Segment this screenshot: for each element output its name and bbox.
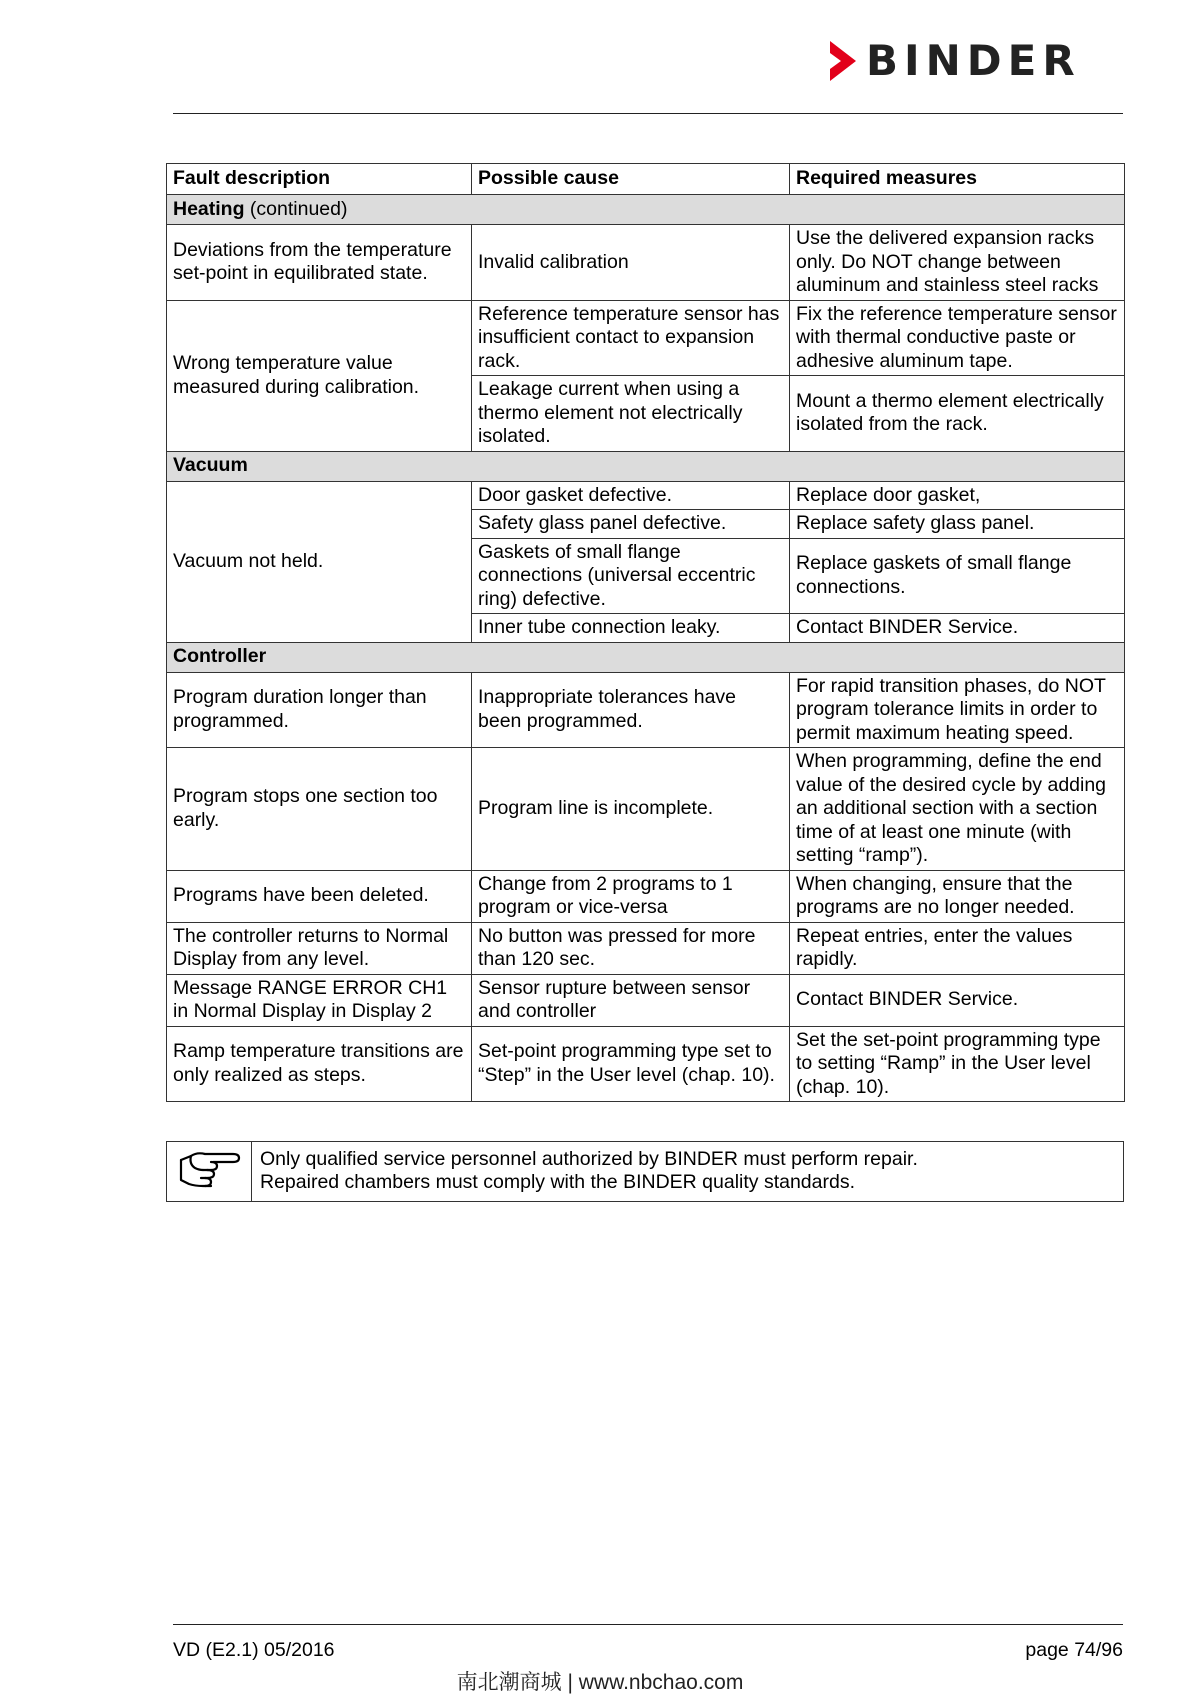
section-title: Controller (167, 642, 1125, 672)
cause-cell: No button was pressed for more than 120 sec. (472, 922, 790, 974)
pointing-hand-icon (177, 1146, 241, 1190)
fault-cell: Deviations from the temperature set-point in equilibrated state. (167, 225, 472, 301)
service-note (166, 1141, 1124, 1202)
fault-cell: Wrong temperature value measured during calibration. (167, 300, 472, 451)
measure-cell: Contact BINDER Service. (790, 614, 1125, 643)
table-row (167, 300, 1125, 376)
table-header-row (167, 164, 1125, 195)
fault-cell: Program stops one section too early. (167, 748, 472, 871)
measure-cell: Fix the reference temperature sensor with thermal conductive paste or adhesive aluminum tape. (790, 300, 1125, 376)
measure-cell: For rapid transition phases, do NOT program tolerance limits in order to permit maximum heating speed. (790, 672, 1125, 748)
table-row (167, 672, 1125, 748)
table-row (167, 748, 1125, 871)
binder-logo-mark-icon (828, 41, 858, 81)
binder-logo (828, 38, 1081, 84)
note-line-1: Only qualified service personnel authorized by BINDER must perform repair. (260, 1147, 918, 1170)
note-line-2: Repaired chambers must comply with the BINDER quality standards. (260, 1171, 855, 1194)
section-title: Vacuum (167, 451, 1125, 481)
note-icon-cell (167, 1142, 252, 1202)
header-cause: Possible cause (472, 164, 790, 195)
fault-cell: Ramp temperature transitions are only realized as steps. (167, 1026, 472, 1102)
cause-cell: Set-point programming type set to “Step” in the User level (chap. 10). (472, 1026, 790, 1102)
cause-cell: Leakage current when using a thermo element not electrically isolated. (472, 376, 790, 452)
note-row (167, 1142, 1124, 1202)
cause-cell: Change from 2 programs to 1 program or vice-versa (472, 870, 790, 922)
section-title: Heating (continued) (167, 195, 1125, 225)
fault-table (166, 163, 1125, 1102)
table-row (167, 481, 1125, 510)
measure-cell: Mount a thermo element electrically isolated from the rack. (790, 376, 1125, 452)
section-vacuum (167, 451, 1125, 481)
cause-cell: Door gasket defective. (472, 481, 790, 510)
table-row (167, 870, 1125, 922)
measure-cell: Repeat entries, enter the values rapidly. (790, 922, 1125, 974)
measure-cell: Replace door gasket, (790, 481, 1125, 510)
fault-cell: The controller returns to Normal Display from any level. (167, 922, 472, 974)
table-row (167, 974, 1125, 1026)
measure-cell: Contact BINDER Service. (790, 974, 1125, 1026)
cause-cell: Reference temperature sensor has insufficient contact to expansion rack. (472, 300, 790, 376)
cause-cell: Sensor rupture between sensor and controller (472, 974, 790, 1026)
doc-version: VD (E2.1) 05/2016 (173, 1639, 335, 1661)
measure-cell: Use the delivered expansion racks only. Do NOT change between aluminum and stainless steel racks (790, 225, 1125, 301)
measure-cell: Replace safety glass panel. (790, 510, 1125, 539)
brand-name: BINDER (866, 36, 1081, 85)
fault-cell: Programs have been deleted. (167, 870, 472, 922)
header-rule (173, 113, 1123, 114)
cause-cell: Inappropriate tolerances have been programmed. (472, 672, 790, 748)
header-fault: Fault description (167, 164, 472, 195)
cause-cell: Gaskets of small flange connections (universal eccentric ring) defective. (472, 538, 790, 614)
measure-cell: When changing, ensure that the programs are no longer needed. (790, 870, 1125, 922)
measure-cell: Replace gaskets of small flange connections. (790, 538, 1125, 614)
cause-cell: Program line is incomplete. (472, 748, 790, 871)
measure-cell: When programming, define the end value of the desired cycle by adding an additional section with a section time of at least one minute (with setting “ramp”). (790, 748, 1125, 871)
measure-cell: Set the set-point programming type to setting “Ramp” in the User level (chap. 10). (790, 1026, 1125, 1102)
watermark: 南北潮商城 | www.nbchao.com (456, 1671, 744, 1694)
cause-cell: Inner tube connection leaky. (472, 614, 790, 643)
note-text (252, 1142, 1124, 1202)
footer-rule (173, 1624, 1123, 1625)
header-measures: Required measures (790, 164, 1125, 195)
table-row (167, 1026, 1125, 1102)
cause-cell: Safety glass panel defective. (472, 510, 790, 539)
fault-cell: Vacuum not held. (167, 481, 472, 642)
section-controller (167, 642, 1125, 672)
table-row (167, 225, 1125, 301)
page-number: page 74/96 (1025, 1639, 1123, 1661)
section-heating (167, 195, 1125, 225)
cause-cell: Invalid calibration (472, 225, 790, 301)
fault-cell: Program duration longer than programmed. (167, 672, 472, 748)
fault-cell: Message RANGE ERROR CH1 in Normal Display in Display 2 (167, 974, 472, 1026)
table-row (167, 922, 1125, 974)
